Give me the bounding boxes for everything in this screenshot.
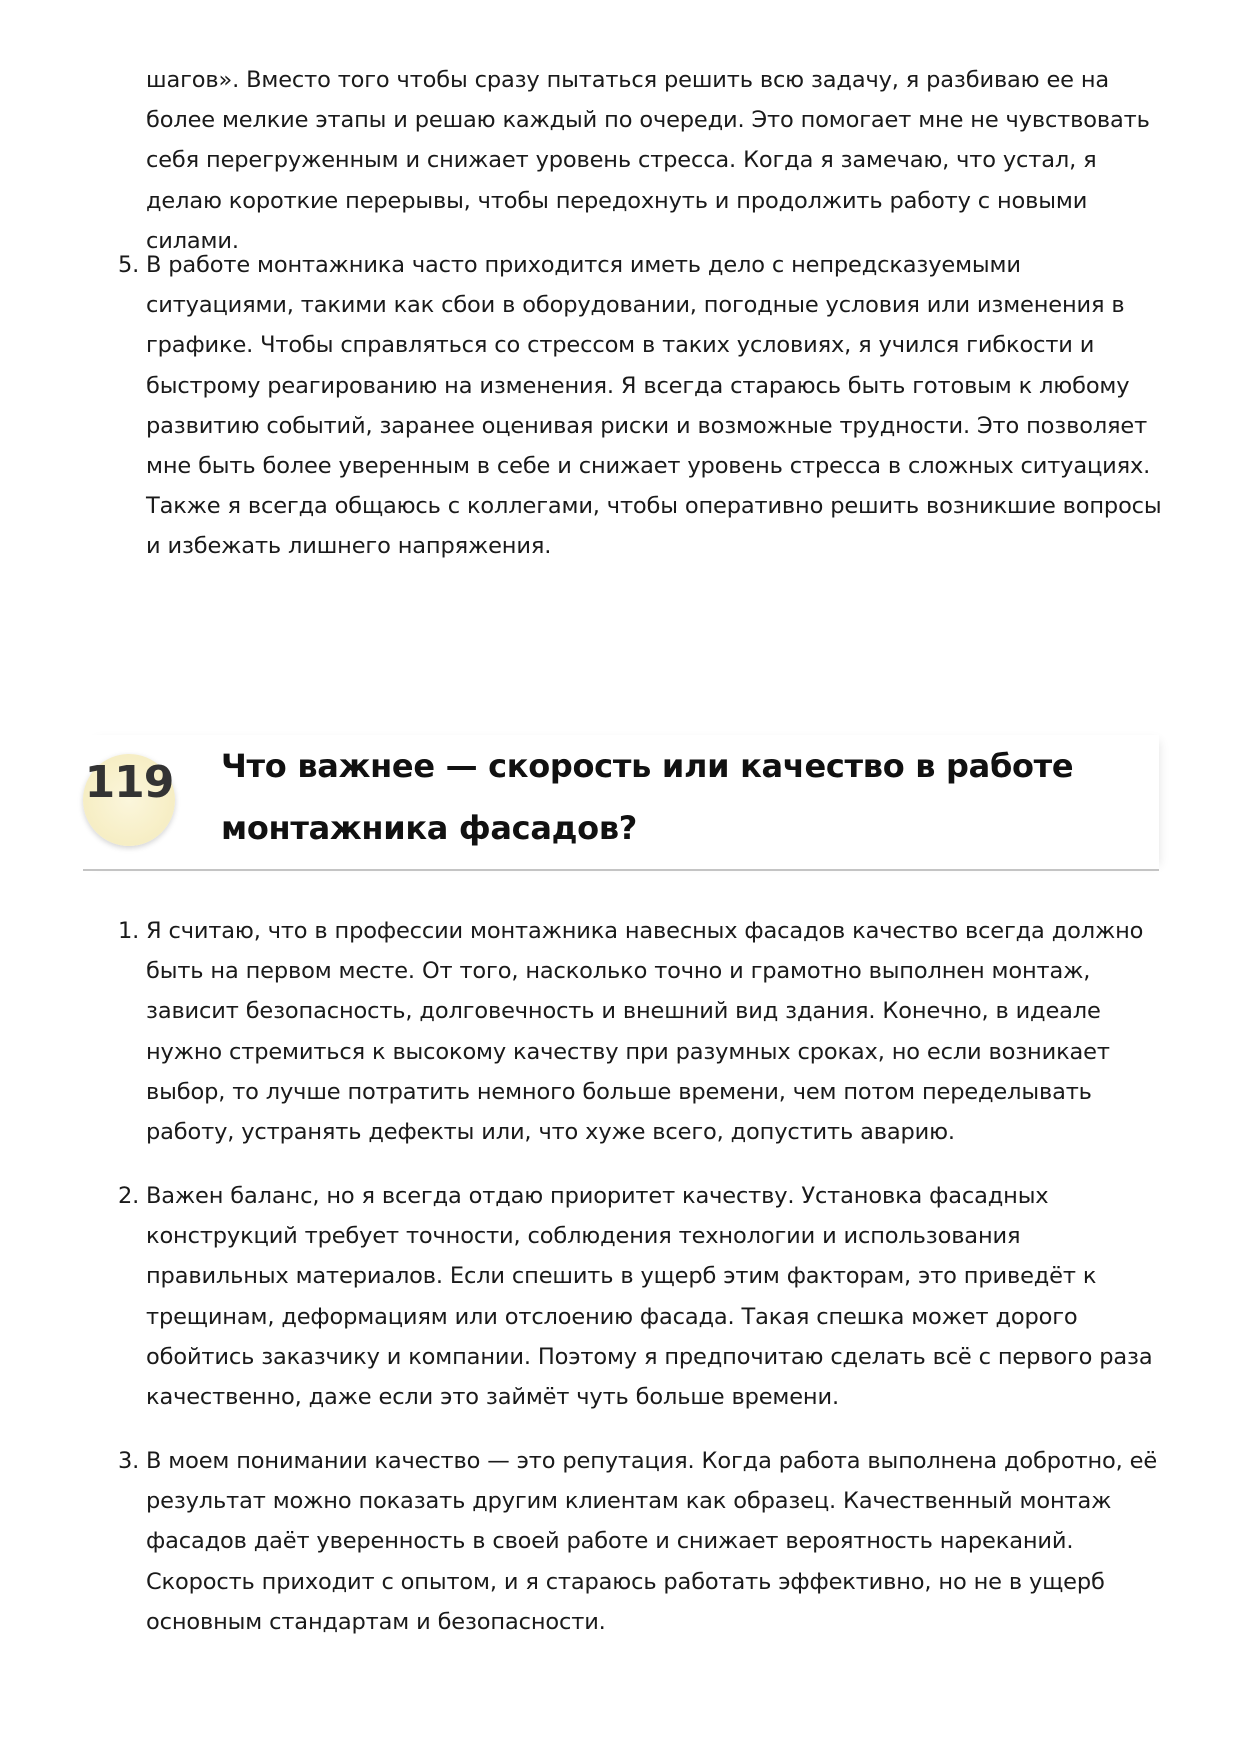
answer-number: 5. [118,252,140,278]
answer-item-3 [118,1441,1166,1642]
question-number: 119 [84,757,174,808]
answer-number: 2. [118,1183,140,1209]
answer-item-5 [118,245,1166,567]
answer-text: Я считаю, что в профессии монтажника навесных фасадов качество всегда должно быть на первом месте. От того, насколько точно и грамотно выполнен монтаж, зависит безопасность, долговечность и внешний вид здания. Конечно, в идеале нужно стремиться к высокому качеству при разумных сроках, но если возникает выбор, то лучше потратить немного больше времени, чем потом переделывать работу, устранять дефекты или, что хуже всего, допустить аварию. [146,918,1144,1146]
answer-text: В моем понимании качество — это репутация. Когда работа выполнена добротно, её результат можно показать другим клиентам как образец. Качественный монтаж фасадов даёт уверенность в своей работе и снижает вероятность нареканий. Скорость приходит с опытом, и я стараюсь работать эффективно, но не в ущерб основным стандартам и безопасности. [146,1448,1158,1635]
question-header [83,735,1159,871]
answer-continuation-text: шагов». Вместо того чтобы сразу пытаться решить всю задачу, я разбиваю ее на более мелкие этапы и решаю каждый по очереди. Это помогает мне не чувствовать себя перегруженным и снижает уровень стресса. Когда я замечаю, что устал, я делаю короткие перерывы, чтобы передохнуть и продолжить работу с новыми силами. [146,67,1150,254]
answer-number: 1. [118,918,140,944]
answer-item-1 [118,911,1166,1152]
answer-text: В работе монтажника часто приходится иметь дело с непредсказуемыми ситуациями, такими как сбои в оборудовании, погодные условия или изменения в графике. Чтобы справляться со стрессом в таких условиях, я учился гибкости и быстрому реагированию на изменения. Я всегда стараюсь быть готовым к любому развитию событий, заранее оценивая риски и возможные трудности. Это позволяет мне быть более уверенным в себе и снижает уровень стресса в сложных ситуациях. Также я всегда общаюсь с коллегами, чтобы оперативно решить возникшие вопросы и избежать лишнего напряжения. [146,252,1162,560]
answer-text: Важен баланс, но я всегда отдаю приоритет качеству. Установка фасадных конструкций требует точности, соблюдения технологии и использования правильных материалов. Если спешить в ущерб этим факторам, это приведёт к трещинам, деформациям или отслоению фасада. Такая спешка может дорого обойтись заказчику и компании. Поэтому я предпочитаю сделать всё с первого раза качественно, даже если это займёт чуть больше времени. [146,1183,1153,1411]
question-title: Что важнее — скорость или качество в работе монтажника фасадов? [221,747,1074,847]
answer-number: 3. [118,1448,140,1474]
answer-item-2 [118,1176,1166,1417]
